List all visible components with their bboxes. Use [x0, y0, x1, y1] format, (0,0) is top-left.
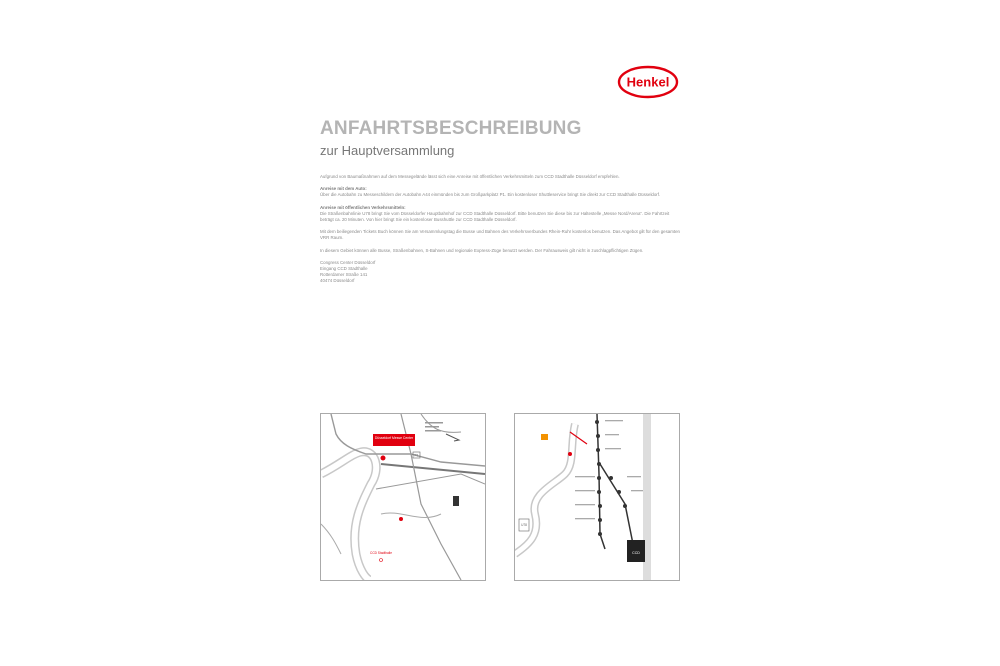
henkel-logo-text: Henkel — [626, 74, 670, 90]
map-callout-label: Düsseldorf Messe Center — [374, 436, 414, 440]
transit-map-graphic — [515, 414, 679, 580]
intro-paragraph: Aufgrund von Baumaßnahmen auf dem Messegelände lässt sich eine Anreise mit öffentlichen Verkehrsmitteln zum CCD Stadthalle Düsseldorf empfehlen. — [320, 174, 620, 179]
auto-text: Über die Autobahn zu Messeschildern der Autobahn A44 einmünden bis zum Großparkplatz P1. Ein kostenloser Shuttleservice bringt Sie direkt zur CCD Stadthalle Düsseldorf. — [320, 192, 661, 198]
page-subtitle: zur Hauptversammlung — [320, 143, 455, 158]
parking-label: P1 — [414, 453, 419, 458]
oepnv-text: Die Straßenbahnlinie U78 bringt Sie vom Düsseldorfer Hauptbahnhof zur CCD Stadthalle Düsseldorf. Bitte benutzen Sie diese bis zur Haltestelle „Messe Nord/Arena“. Die Fahrtzeit beträgt ca. 20 Minuten. Von hier bringt Sie ein kostenloser Busshuttle zur CCD Stadthalle Düsseldorf. — [320, 210, 670, 223]
station-label: CCD — [632, 551, 640, 555]
page-title: ANFAHRTSBESCHREIBUNG — [320, 118, 582, 139]
ticket-paragraph: Mit dem beiliegenden Tickets Buch können Sie am Versammlungstag die Busse und Bahnen des Verkehrsverbundes Rhein-Ruhr kostenlos benutzen. Das Angebot gilt für den gesamten VRR Raum. — [320, 229, 681, 241]
road-map — [320, 413, 486, 581]
oepnv-heading: Anreise mit öffentlichen Verkehrsmitteln: — [320, 204, 406, 210]
oepnv-section — [320, 205, 680, 224]
body-text — [320, 174, 680, 291]
henkel-logo — [617, 65, 679, 99]
note-paragraph: In diesem Gebiet können alle Busse, Straßenbahnen, S-Bahnen und regionale Express-Züge benutzt werden. Der Fahrausweis gilt nicht in zuschlagpflichtigen Zügen. — [320, 247, 644, 253]
map-bottom-label: CCD Stadthalle — [370, 551, 392, 555]
legend-label: U78 — [521, 523, 527, 527]
address-block — [320, 260, 680, 285]
auto-section — [320, 186, 680, 198]
transit-stops — [595, 420, 627, 536]
auto-heading: Anreise mit dem Auto: — [320, 186, 367, 192]
map-location-marker — [399, 517, 403, 521]
address-line: 40474 Düsseldorf — [320, 278, 355, 284]
address-line: Rotterdamer Straße 141 — [320, 272, 368, 278]
road-map-graphic — [321, 414, 485, 580]
address-line: Eingang CCD Stadthalle — [320, 266, 368, 272]
address-line: Congress Center Düsseldorf — [320, 259, 376, 265]
transit-map — [514, 413, 680, 581]
map-location-marker — [381, 456, 386, 461]
